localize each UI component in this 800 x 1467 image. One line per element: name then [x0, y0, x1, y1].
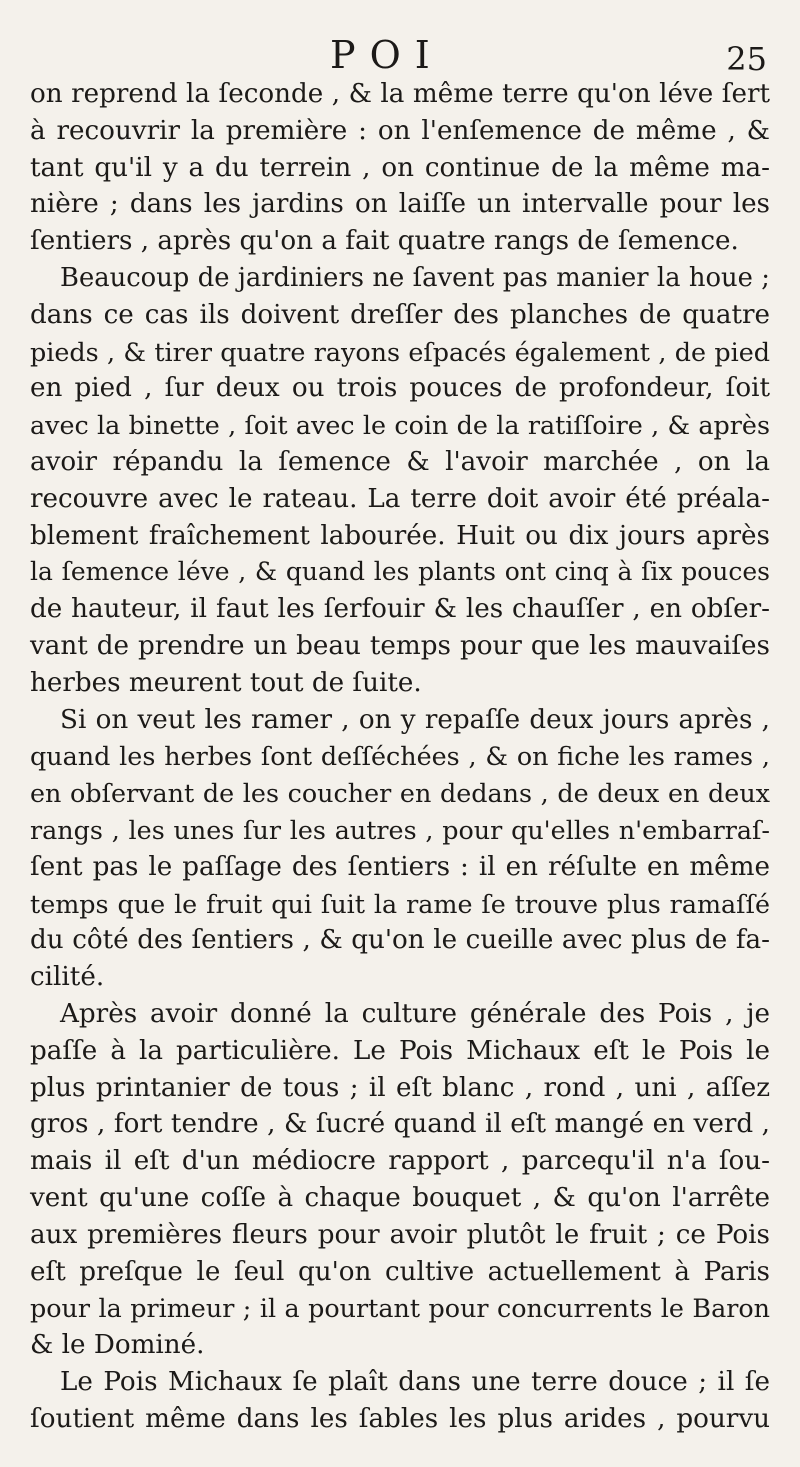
- body-text: [30, 76, 770, 1437]
- text-line: gros , fort tendre , & ſucré quand il eſt mangé en verd ,: [30, 1109, 770, 1140]
- text-line: avec la binette , ſoit avec le coin de la ratiſſoire , & après: [30, 410, 770, 441]
- running-head: POI: [330, 33, 444, 77]
- text-line: herbes meurent tout de ſuite.: [30, 667, 422, 698]
- text-line: cilité.: [30, 962, 105, 993]
- text-line: Beaucoup de jardiniers ne ſavent pas manier la houe ;: [60, 262, 770, 293]
- text-line: pieds , & tirer quatre rayons eſpacés également , de pied: [30, 336, 770, 367]
- text-line: du côté des ſentiers , & qu'on le cueille avec plus de fa-: [30, 925, 770, 956]
- text-line: blement fraîchement labourée. Huit ou dix jours après: [30, 520, 770, 551]
- text-line: recouvre avec le rateau. La terre doit avoir été préala-: [30, 483, 770, 514]
- text-line: en obſervant de les coucher en dedans , de deux en deux: [30, 778, 770, 809]
- text-line: rangs , les unes ſur les autres , pour qu'elles n'embarraſ-: [30, 814, 770, 845]
- text-line: Après avoir donné la culture générale des Pois , je: [60, 998, 770, 1029]
- text-line: vent qu'une coſſe à chaque bouquet , & qu'on l'arrête: [30, 1182, 770, 1213]
- text-line: dans ce cas ils doivent dreſſer des planches de quatre: [30, 299, 770, 330]
- text-line: Si on veut les ramer , on y repaſſe deux jours après ,: [60, 704, 770, 735]
- text-line: tant qu'il y a du terrein , on continue de la même ma-: [30, 152, 770, 183]
- text-line: à recouvrir la première : on l'enſemence de même , &: [30, 115, 770, 146]
- text-line: & le Dominé.: [30, 1330, 205, 1361]
- text-line: de hauteur, il faut les ſerfouir & les chauſſer , en obſer-: [30, 594, 770, 625]
- text-line: mais il eſt d'un médiocre rapport , parcequ'il n'a ſou-: [30, 1146, 770, 1177]
- text-line: avoir répandu la ſemence & l'avoir marchée , on la: [30, 446, 770, 477]
- page-number: 25: [726, 40, 767, 78]
- text-line: on reprend la ſeconde , & la même terre qu'on léve ſert: [30, 79, 770, 109]
- text-line: eſt preſque le ſeul qu'on cultive actuellement à Paris: [30, 1256, 770, 1287]
- text-line: paſſe à la particulière. Le Pois Michaux eſt le Pois le: [30, 1035, 770, 1066]
- text-line: pour la primeur ; il a pourtant pour concurrents le Baron: [30, 1293, 770, 1324]
- text-line: en pied , ſur deux ou trois pouces de profondeur, ſoit: [30, 373, 770, 404]
- text-line: Le Pois Michaux ſe plaît dans une terre douce ; il ſe: [60, 1366, 770, 1397]
- text-line: aux premières fleurs pour avoir plutôt le fruit ; ce Pois: [30, 1219, 770, 1250]
- text-line: ſoutient même dans les ſables les plus arides , pourvu: [30, 1403, 770, 1434]
- text-line: nière ; dans les jardins on laiſſe un intervalle pour les: [30, 189, 770, 220]
- text-line: quand les herbes ſont deſſéchées , & on fiche les rames ,: [30, 741, 770, 772]
- text-line: plus printanier de tous ; il eſt blanc , rond , uni , aſſez: [30, 1072, 770, 1103]
- text-line: temps que le fruit qui ſuit la rame ſe trouve plus ramaſſé: [30, 888, 770, 919]
- text-line: ſentiers , après qu'on a fait quatre rangs de ſemence.: [30, 226, 739, 257]
- text-line: vant de prendre un beau temps pour que les mauvaiſes: [30, 630, 770, 661]
- text-line: la ſemence léve , & quand les plants ont cinq à ſix pouces: [30, 557, 770, 587]
- text-line: ſent pas le paſſage des ſentiers : il en réſulte en même: [30, 851, 770, 882]
- page-header: [0, 30, 800, 80]
